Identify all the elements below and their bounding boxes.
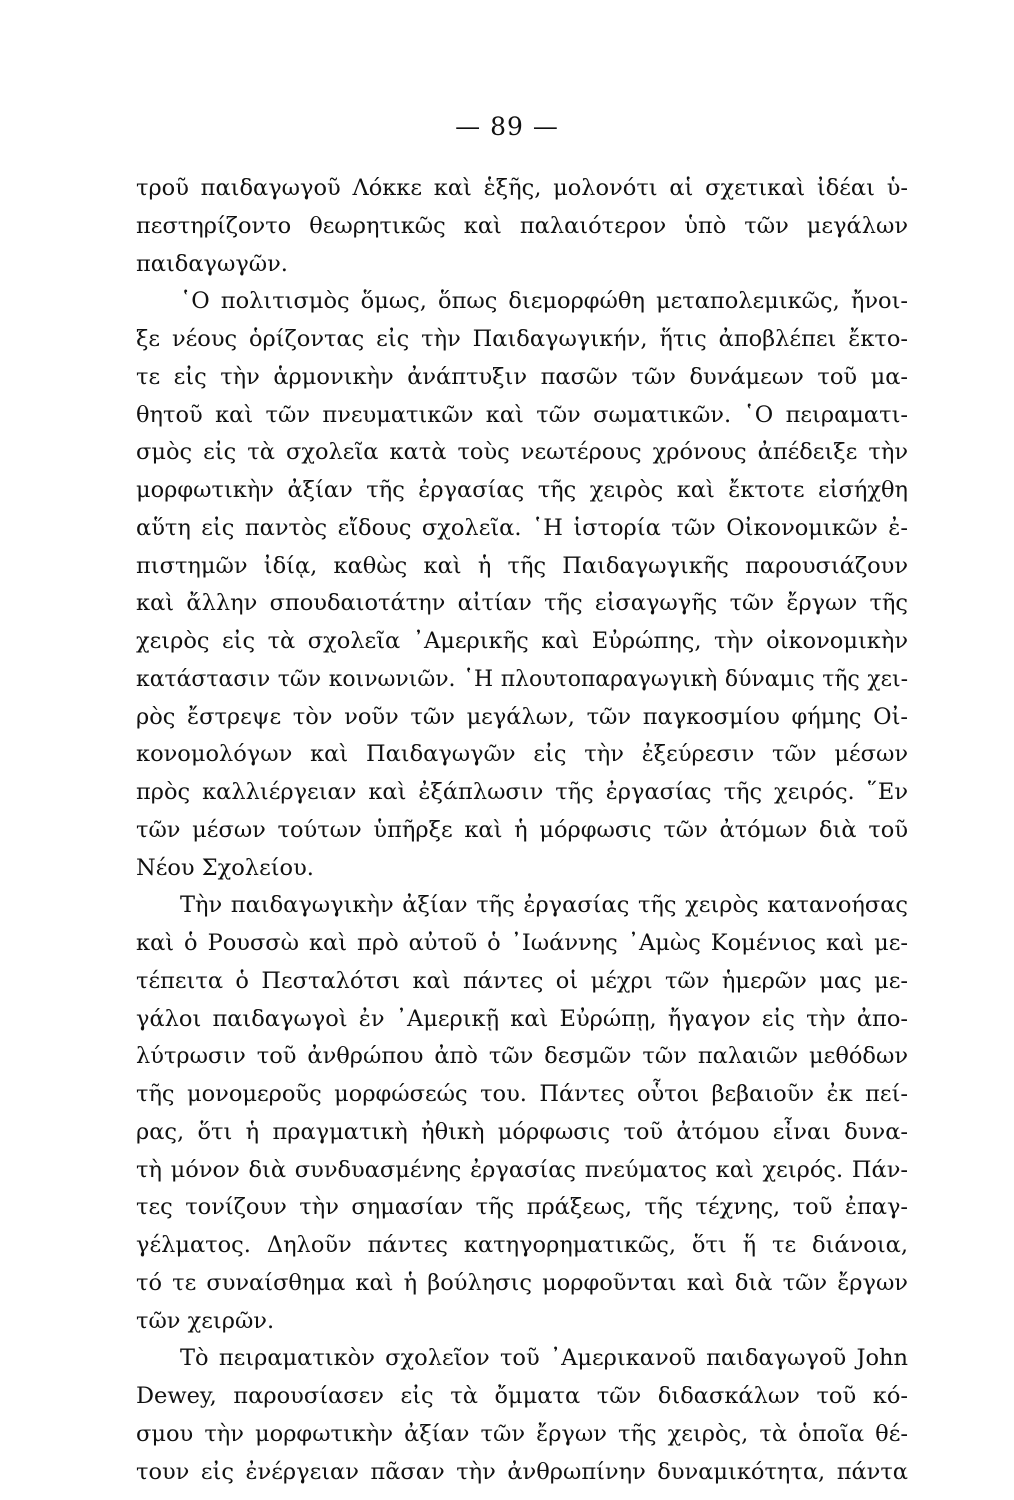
text-line: τῶν χειρῶν.	[136, 1307, 275, 1334]
text-line: Τὸ πειραματικὸν σχολεῖον τοῦ ᾿Αμερικανοῦ παιδαγωγοῦ John	[180, 1345, 908, 1372]
text-line: ῾Ο πολιτισμὸς ὅμως, ὅπως διεμορφώθη μεταπολεμικῶς, ἤνοι-	[180, 288, 908, 315]
page-number: — 89 —	[455, 112, 559, 141]
text-line: καὶ ὁ Ρουσσὼ καὶ πρὸ αὐτοῦ ὁ ᾿Ιωάννης ᾿Αμὼς Κομένιος καὶ με-	[136, 930, 908, 956]
text-line: τε εἰς τὴν ἁρμονικὴν ἀνάπτυξιν πασῶν τῶν δυνάμεων τοῦ μα-	[136, 363, 908, 390]
text-line: ξε νέους ὁρίζοντας εἰς τὴν Παιδαγωγικήν, ἥτις ἀποβλέπει ἔκτο-	[136, 326, 908, 352]
text-line: αὕτη εἰς παντὸς εἴδους σχολεῖα. ῾Η ἱστορία τῶν Οἰκονομικῶν ἐ-	[136, 514, 908, 541]
text-line: τό τε συναίσθημα καὶ ἡ βούλησις μορφοῦνται καὶ διὰ τῶν ἔργων	[136, 1269, 908, 1296]
paragraph	[136, 170, 908, 283]
text-line: πιστημῶν ἰδίᾳ, καθὼς καὶ ἡ τῆς Παιδαγωγικῆς παρουσιάζουν	[136, 552, 908, 579]
text-line: κονομολόγων καὶ Παιδαγωγῶν εἰς τὴν ἐξεύρεσιν τῶν μέσων	[136, 741, 908, 768]
text-line: ρας, ὅτι ἡ πραγματικὴ ἠθικὴ μόρφωσις τοῦ ἀτόμου εἶναι δυνα-	[136, 1118, 908, 1145]
body-text	[136, 170, 908, 1491]
text-line: θητοῦ καὶ τῶν πνευματικῶν καὶ τῶν σωματικῶν. ῾Ο πειραματι-	[136, 401, 908, 428]
paragraph	[136, 1340, 908, 1491]
paragraph	[136, 887, 908, 1340]
text-line: Τὴν παιδαγωγικὴν ἀξίαν τῆς ἐργασίας τῆς χειρὸς κατανοήσας	[180, 892, 908, 919]
text-line: καὶ ἄλλην σπουδαιοτάτην αἰτίαν τῆς εἰσαγωγῆς τῶν ἔργων τῆς	[136, 590, 908, 617]
text-line: ρὸς ἔστρεψε τὸν νοῦν τῶν μεγάλων, τῶν παγκοσμίου φήμης Οἰ-	[136, 703, 908, 730]
text-line: πεστηρίζοντο θεωρητικῶς καὶ παλαιότερον ὑπὸ τῶν μεγάλων	[136, 212, 908, 239]
text-line: Νέου Σχολείου.	[136, 854, 314, 881]
text-line: σμου τὴν μορφωτικὴν ἀξίαν τῶν ἔργων τῆς χειρὸς, τὰ ὁποῖα θέ-	[136, 1420, 908, 1447]
text-line: γάλοι παιδαγωγοὶ ἐν ᾿Αμερικῇ καὶ Εὐρώπῃ, ἤγαγον εἰς τὴν ἀπο-	[136, 1005, 908, 1032]
text-line: τὴ μόνον διὰ συνδυασμένης ἐργασίας πνεύματος καὶ χειρός. Πάν-	[136, 1156, 908, 1183]
text-line: γέλματος. Δηλοῦν πάντες κατηγορηματικῶς, ὅτι ἥ τε διάνοια,	[136, 1232, 908, 1258]
text-line: τες τονίζουν τὴν σημασίαν τῆς πράξεως, τῆς τέχνης, τοῦ ἐπαγ-	[136, 1194, 908, 1221]
paragraph	[136, 283, 908, 887]
text-line: τῶν μέσων τούτων ὑπῆρξε καὶ ἡ μόρφωσις τῶν ἀτόμων διὰ τοῦ	[136, 816, 908, 843]
text-line: μορφωτικὴν ἀξίαν τῆς ἐργασίας τῆς χειρὸς καὶ ἔκτοτε εἰσήχθη	[136, 477, 908, 503]
text-line: τουν εἰς ἐνέργειαν πᾶσαν τὴν ἀνθρωπίνην δυναμικότητα, πάντα	[136, 1458, 908, 1485]
text-line: παιδαγωγῶν.	[136, 250, 288, 277]
text-line: κατάστασιν τῶν κοινωνιῶν. ῾Η πλουτοπαραγωγικὴ δύναμις τῆς χει-	[136, 666, 908, 692]
text-line: χειρὸς εἰς τὰ σχολεῖα ᾿Αμερικῆς καὶ Εὐρώπης, τὴν οἰκονομικὴν	[136, 628, 908, 654]
text-line: Dewey, παρουσίασεν εἰς τὰ ὄμματα τῶν διδασκάλων τοῦ κό-	[136, 1383, 908, 1409]
text-line: τέπειτα ὁ Πεσταλότσι καὶ πάντες οἱ μέχρι τῶν ἡμερῶν μας με-	[136, 967, 908, 994]
text-line: λύτρωσιν τοῦ ἀνθρώπου ἀπὸ τῶν δεσμῶν τῶν παλαιῶν μεθόδων	[136, 1043, 908, 1070]
text-line: σμὸς εἰς τὰ σχολεῖα κατὰ τοὺς νεωτέρους χρόνους ἀπέδειξε τὴν	[136, 439, 908, 466]
text-line: τροῦ παιδαγωγοῦ Λόκκε καὶ ἑξῆς, μολονότι αἱ σχετικαὶ ἰδέαι ὑ-	[136, 175, 908, 201]
text-line: τῆς μονομεροῦς μορφώσεώς του. Πάντες οὗτοι βεβαιοῦν ἐκ πεί-	[136, 1081, 908, 1107]
text-line: πρὸς καλλιέργειαν καὶ ἐξάπλωσιν τῆς ἐργασίας τῆς χειρός. ῞Εν	[136, 779, 908, 805]
